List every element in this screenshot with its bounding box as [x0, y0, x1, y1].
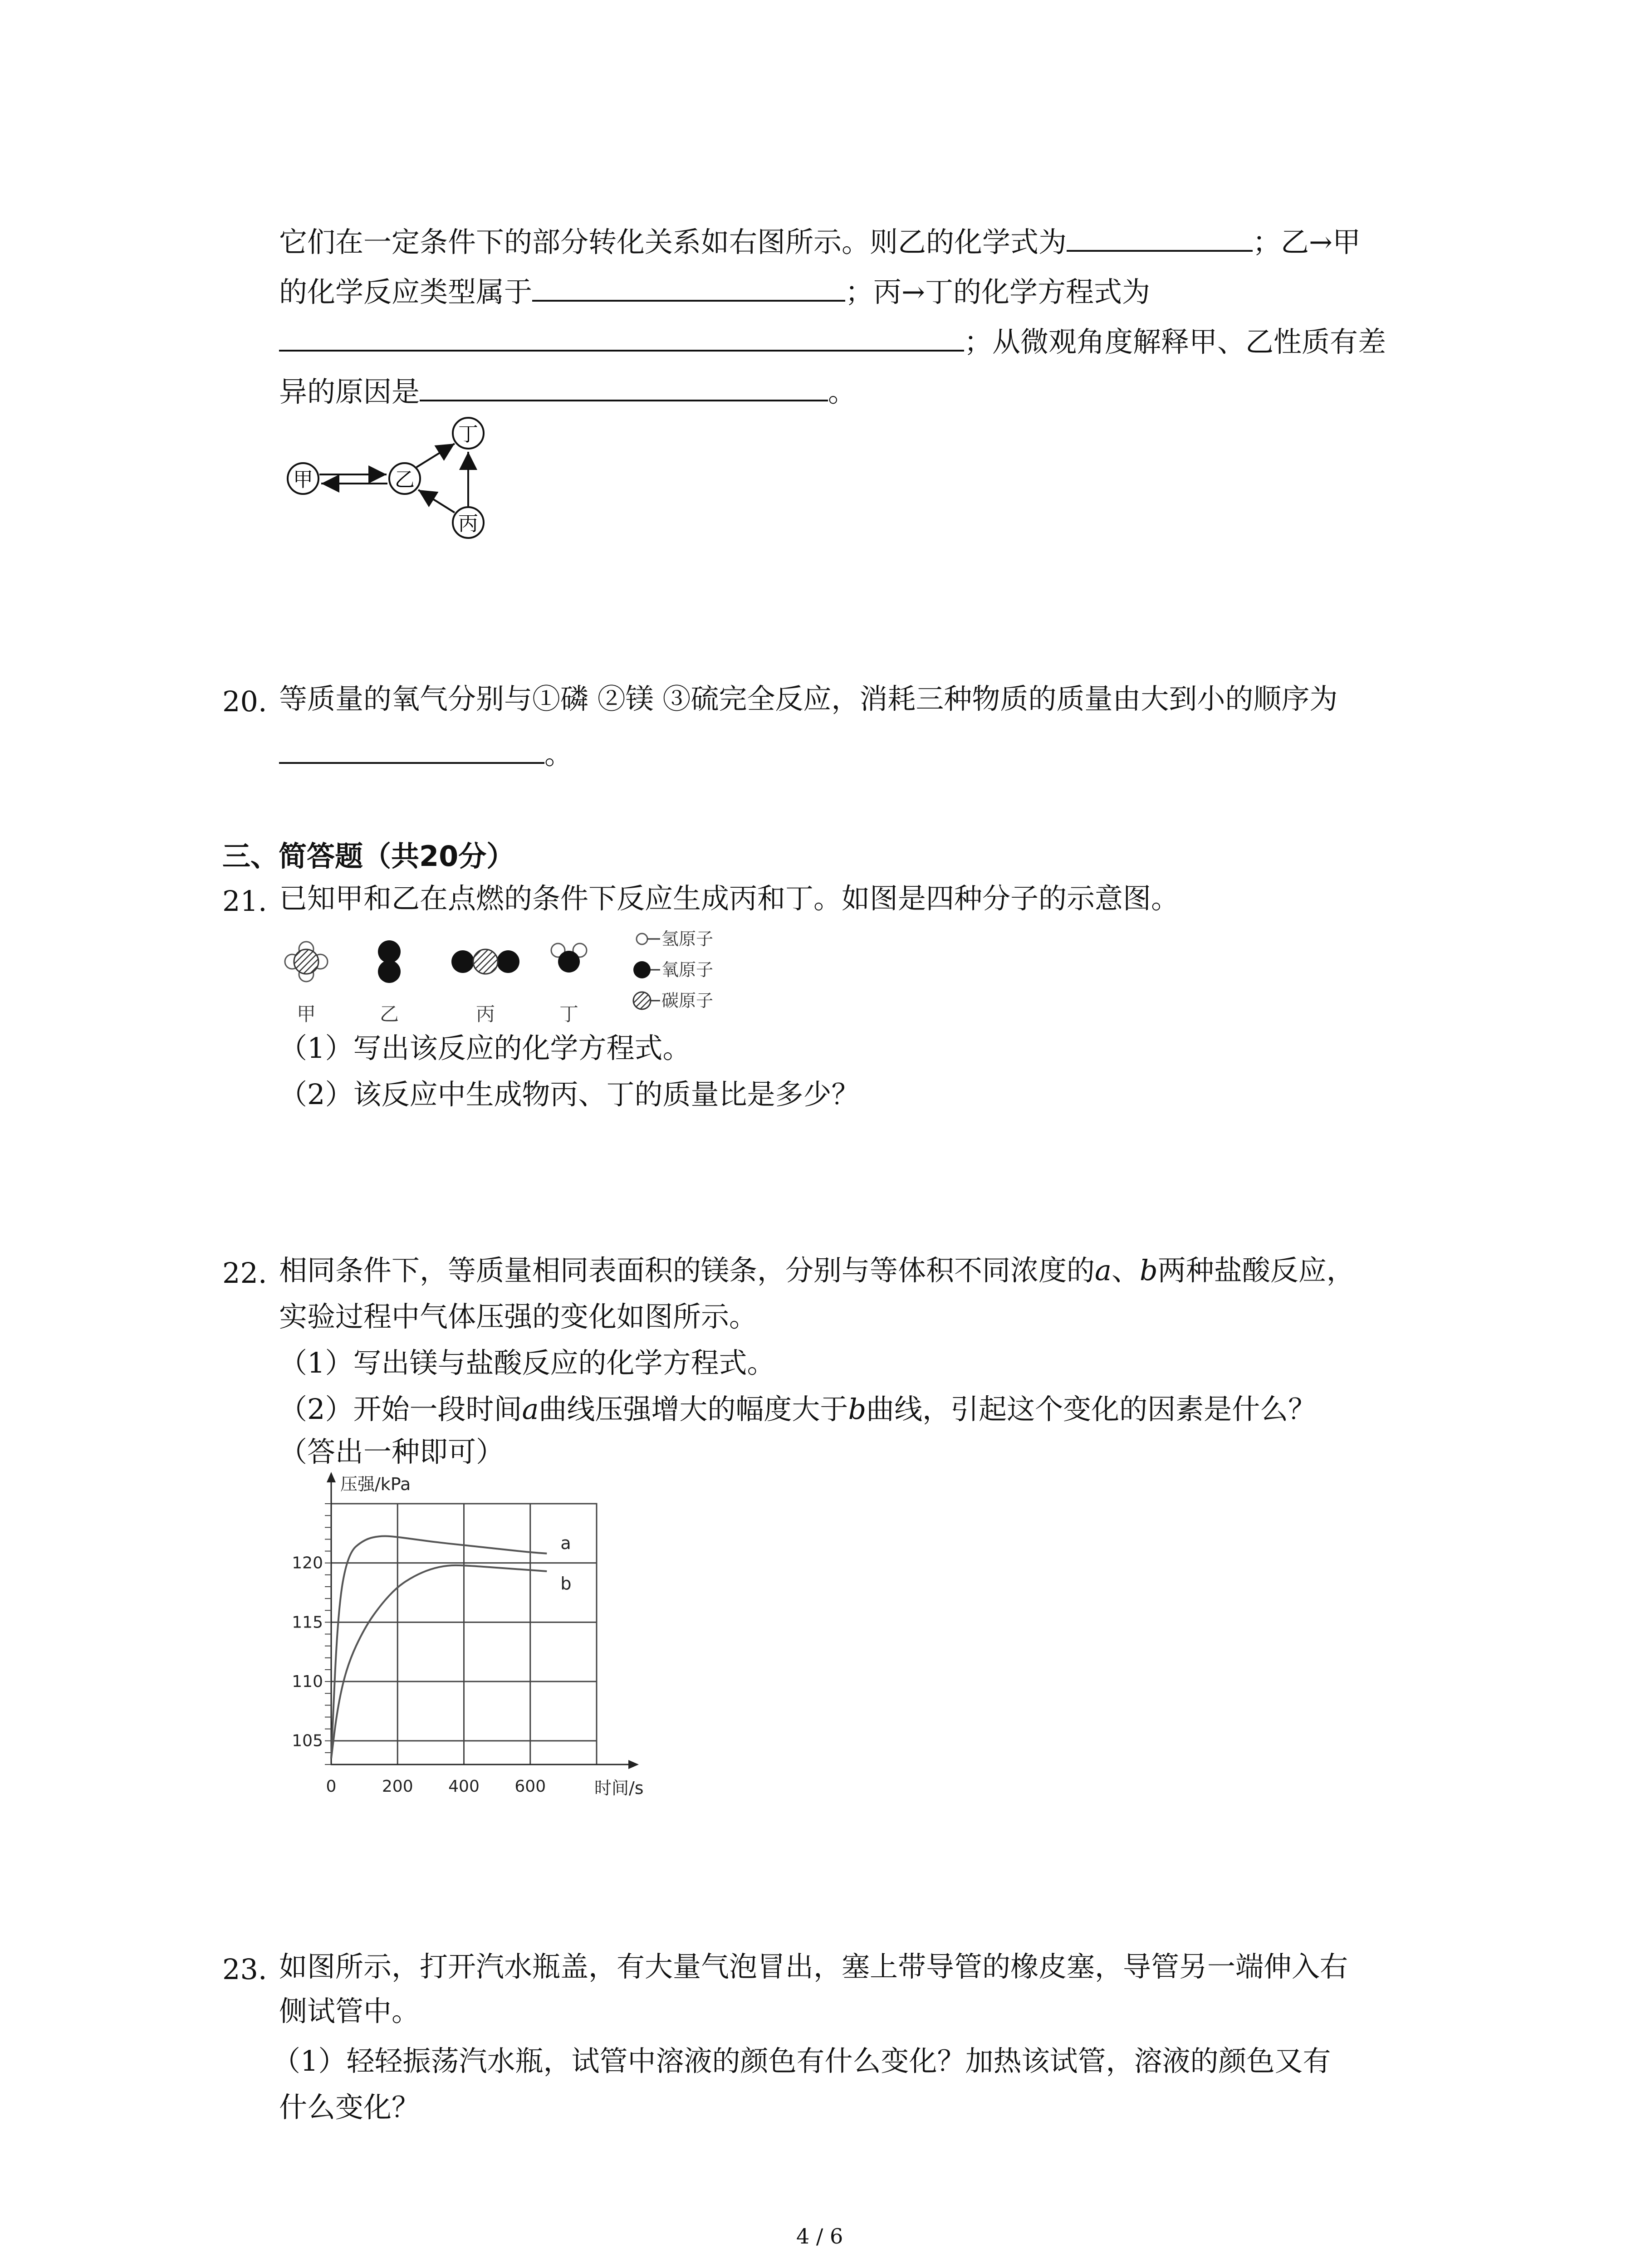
q22-sub2-a: （2）开始一段时间 — [279, 1393, 522, 1426]
q19-text-1: 它们在一定条件下的部分转化关系如右图所示。则乙的化学式为 — [279, 225, 1067, 259]
q23-line-2: 侧试管中。 — [279, 1994, 420, 2028]
arrow-yi-ding — [416, 444, 455, 467]
q22-sub-1: （1）写出镁与盐酸反应的化学方程式。 — [279, 1346, 775, 1379]
page-number: 4 / 6 — [796, 2224, 843, 2248]
q21-sub-1: （1）写出该反应的化学方程式。 — [279, 1031, 691, 1065]
y-tick-label: 115 — [292, 1613, 323, 1632]
x-axis-label: 时间/s — [594, 1778, 644, 1798]
q22-sep: 、 — [1111, 1254, 1140, 1287]
molecule-label-jia: 甲 — [296, 1003, 316, 1025]
q22-sub2-c: 曲线，引起这个变化的因素是什么？ — [866, 1393, 1317, 1426]
q19-line-1 — [279, 224, 1361, 259]
q22-text-1b: 两种盐酸反应， — [1157, 1254, 1355, 1287]
answer-blank[interactable] — [532, 274, 845, 302]
q19-line-2 — [279, 274, 1150, 306]
series-label-a: a — [560, 1533, 571, 1553]
legend — [633, 929, 713, 1011]
chart-grid — [331, 1504, 597, 1765]
y-tick-label: 120 — [292, 1554, 323, 1573]
series-line-b — [331, 1565, 547, 1759]
y-axis-label: 压强/kPa — [340, 1474, 411, 1494]
molecule-label-bing: 丙 — [475, 1003, 495, 1025]
legend-hydrogen: 氢原子 — [661, 929, 714, 949]
answer-blank[interactable] — [279, 736, 544, 764]
q22-sub-2 — [279, 1393, 1317, 1426]
y-axis-arrow — [327, 1472, 336, 1482]
section-heading: 三、简答题（共20分） — [222, 840, 515, 873]
y-tick-label: 105 — [292, 1731, 323, 1750]
question-number-20: 20. — [222, 685, 267, 718]
var-a: a — [522, 1393, 539, 1426]
q22-sub2-note: （答出一种即可） — [279, 1435, 505, 1468]
question-number-23: 23. — [222, 1953, 267, 1986]
q19-text-4-end: 。 — [828, 375, 857, 408]
q20-end: 。 — [544, 738, 573, 771]
q20-answer-line — [279, 736, 573, 771]
q19-text-4: 异的原因是 — [279, 375, 420, 408]
molecule-label-yi: 乙 — [379, 1003, 399, 1025]
legend-carbon: 碳原子 — [661, 991, 714, 1011]
molecule-ding — [551, 943, 587, 973]
question-number-22: 22. — [222, 1256, 267, 1290]
chart-series — [331, 1533, 571, 1759]
chart-axes — [327, 1472, 639, 1769]
y-tick-label: 110 — [292, 1672, 323, 1691]
question-number-21: 21. — [222, 885, 267, 918]
var-b: b — [1140, 1254, 1158, 1287]
q23-sub-1-cont: 什么变化？ — [279, 2091, 420, 2124]
node-label-ding: 丁 — [458, 423, 478, 446]
answer-blank[interactable] — [420, 373, 828, 401]
q19-line-3 — [279, 323, 1386, 356]
q21-text: 已知甲和乙在点燃的条件下反应生成丙和丁。如图是四种分子的示意图。 — [279, 882, 1180, 915]
conversion-diagram — [272, 408, 508, 544]
node-label-jia: 甲 — [293, 468, 313, 491]
q21-sub-2: （2）该反应中生成物丙、丁的质量比是多少？ — [279, 1078, 860, 1111]
q22-line-1 — [279, 1256, 1355, 1285]
pressure-chart — [272, 1470, 681, 1823]
q23-line-1: 如图所示，打开汽水瓶盖，有大量气泡冒出，塞上带导管的橡皮塞，导管另一端伸入右 — [279, 1950, 1348, 1983]
molecule-jia — [285, 942, 328, 982]
molecule-diagram — [272, 921, 749, 1030]
node-label-bing: 丙 — [458, 512, 478, 535]
q22-text-1a: 相同条件下，等质量相同表面积的镁条，分别与等体积不同浓度的 — [279, 1254, 1095, 1287]
answer-blank[interactable] — [279, 323, 964, 352]
q20-text: 等质量的氧气分别与①磷 ②镁 ③硫完全反应，消耗三种物质的质量由大到小的顺序为 — [279, 682, 1338, 715]
q19-line-4 — [279, 373, 856, 406]
chart-ticks — [292, 1504, 546, 1796]
x-tick-label: 200 — [382, 1777, 413, 1796]
series-label-b: b — [560, 1573, 572, 1593]
q19-text-2: 的化学反应类型属于 — [279, 275, 533, 308]
q23-sub-1: （1）轻轻振荡汽水瓶，试管中溶液的颜色有什么变化？加热该试管，溶液的颜色又有 — [272, 2044, 1331, 2077]
answer-blank[interactable] — [1067, 224, 1253, 252]
arrow-bing-yi — [418, 490, 455, 513]
q19-text-3-end: ；从微观角度解释甲、乙性质有差 — [964, 325, 1386, 358]
q19-text-1-end: ；乙→甲 — [1253, 225, 1361, 259]
x-tick-label: 0 — [326, 1777, 337, 1796]
legend-oxygen: 氧原子 — [661, 960, 714, 980]
q22-line-2: 实验过程中气体压强的变化如图所示。 — [279, 1300, 758, 1333]
x-tick-label: 600 — [514, 1777, 546, 1796]
molecule-bing — [451, 949, 519, 974]
molecule-label-ding: 丁 — [559, 1003, 579, 1025]
var-b: b — [848, 1393, 867, 1426]
q19-text-2-end: ；丙→丁的化学方程式为 — [845, 275, 1150, 308]
node-label-yi: 乙 — [395, 468, 415, 491]
q22-sub2-b: 曲线压强增大的幅度大于 — [539, 1393, 848, 1426]
x-tick-label: 400 — [448, 1777, 480, 1796]
var-a: a — [1095, 1254, 1112, 1287]
molecule-yi — [378, 940, 401, 983]
x-axis-arrow — [628, 1760, 639, 1769]
